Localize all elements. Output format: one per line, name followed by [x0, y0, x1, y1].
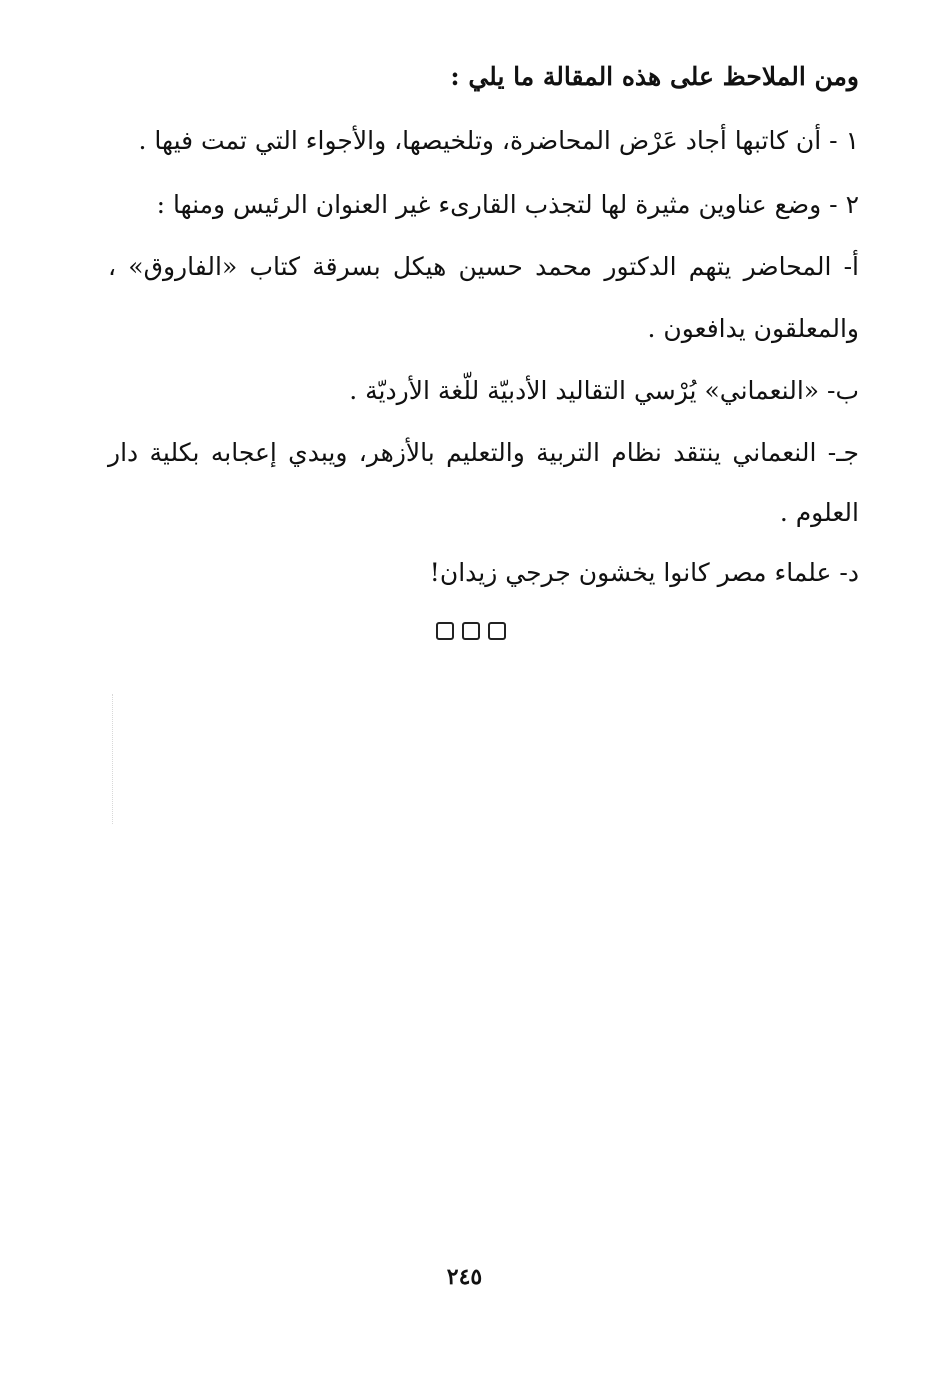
list-item-1: ١ - أن كاتبها أجاد عَرْض المحاضرة، وتلخيصها، والأجواء التي تمت فيها .	[138, 126, 859, 155]
list-item-2: ٢ - وضع عناوين مثيرة لها لتجذب القارىء غير العنوان الرئيس ومنها :	[156, 190, 859, 219]
page-number: ٢٤٥	[446, 1264, 483, 1290]
separator-box-icon	[488, 622, 506, 640]
section-separator-boxes	[436, 622, 506, 640]
sub-item-c-line-2: العلوم .	[779, 498, 859, 527]
sub-item-b: ب- «النعماني» يُرْسي التقاليد الأدبيّة للّغة الأرديّة .	[349, 376, 859, 405]
sub-item-a-line-2: والمعلقون يدافعون .	[647, 314, 859, 343]
scan-artifact	[112, 694, 114, 824]
sub-item-d: د- علماء مصر كانوا يخشون جرجي زيدان!	[429, 558, 859, 587]
section-heading: ومن الملاحظ على هذه المقالة ما يلي :	[450, 62, 859, 91]
separator-box-icon	[462, 622, 480, 640]
sub-item-c-line-1: جـ- النعماني ينتقد نظام التربية والتعليم بالأزهر، ويبدي إعجابه بكلية دار	[108, 438, 859, 467]
sub-item-a-line-1: أ- المحاضر يتهم الدكتور محمد حسين هيكل بسرقة كتاب «الفاروق» ،	[108, 252, 859, 281]
separator-box-icon	[436, 622, 454, 640]
